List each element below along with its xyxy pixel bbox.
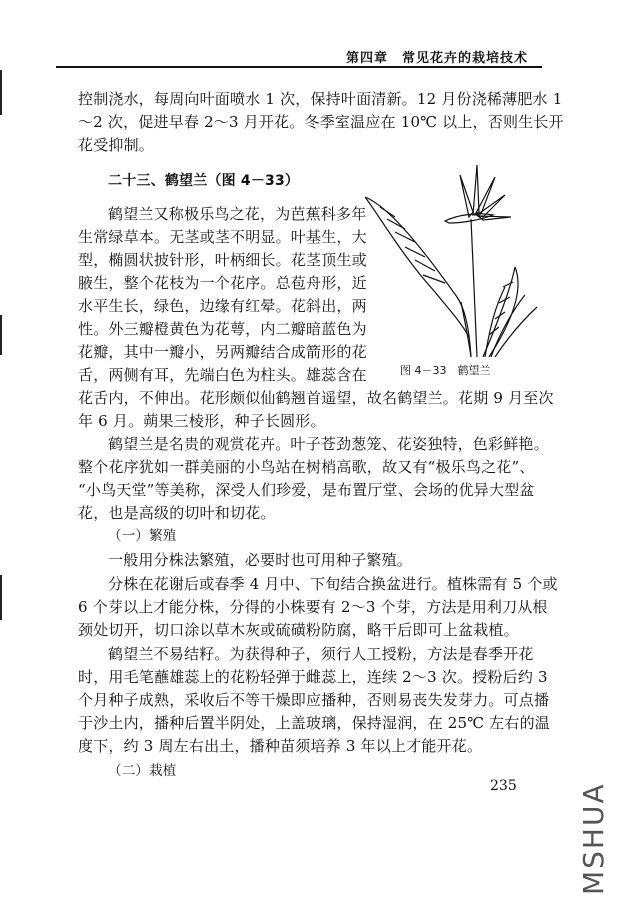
subsection-heading: （一）繁殖 <box>108 528 177 544</box>
header-rule <box>56 66 542 68</box>
text-line: 一般用分株法繁殖，必要时也可用种子繁殖。 <box>108 551 413 569</box>
text-line: 年 6 月。蒴果三棱形，种子长圆形。 <box>78 412 326 430</box>
text-line: 度下，约 3 周左右出土，播种苗须培养 3 年以上才能开花。 <box>78 737 483 755</box>
watermark: MSHUA <box>577 782 610 895</box>
bird-of-paradise-illustration <box>365 157 540 357</box>
text-line: 分株在花谢后或春季 4 月中、下旬结合换盆进行。植株需有 5 个或 <box>108 575 558 593</box>
text-line: 个月种子成熟，采收后不等干燥即应播种，否则易丧失发芽力。可点播 <box>78 691 550 709</box>
text-line: 控制浇水，每周向叶面喷水 1 次，保持叶面清新。12 月份浇稀薄肥水 1 <box>78 90 563 108</box>
scan-mark <box>0 70 2 115</box>
text-line: ～2 次，促进早春 2～3 月开花。冬季室温应在 10℃ 以上，否则生长开 <box>78 113 564 131</box>
text-line: 花，也是高级的切叶和切花。 <box>78 504 276 522</box>
text-line: 生常绿草本。无茎或茎不明显。叶基生，大 <box>78 228 367 246</box>
subsection-heading: （二）栽植 <box>108 763 177 779</box>
chapter-header: 第四章 常见花卉的栽培技术 <box>345 51 528 66</box>
text-line: “小鸟天堂”等美称，深受人们珍爱，是布置厅堂、会场的优异大型盆 <box>78 481 535 499</box>
text-line: 于沙土内，播种后置半阴处，上盖玻璃，保持湿润，在 25℃ 左右的温 <box>78 714 551 732</box>
text-line: 鹤望兰不易结籽。为获得种子，须行人工授粉，方法是春季开花 <box>108 645 534 663</box>
scan-mark <box>0 575 2 620</box>
text-line: 舌，两侧有耳，先端白色为柱头。雄蕊含在 <box>78 366 367 384</box>
text-line: 鹤望兰是名贵的观赏花卉。叶子苍劲葱笼、花姿独特，色彩鲜艳。 <box>108 435 549 453</box>
text-line: 6 个芽以上才能分株，分得的小株要有 2～3 个芽，方法是用利刀从根 <box>78 598 548 616</box>
text-line: 整个花序犹如一群美丽的小鸟站在树梢高歌，故又有“极乐鸟之花”、 <box>78 458 535 476</box>
text-line: 花瓣，其中一瓣小，另两瓣结合成箭形的花 <box>78 343 367 361</box>
text-line: 鹤望兰又称极乐鸟之花，为芭蕉科多年 <box>108 205 367 223</box>
text-line: 时，用毛笔蘸雄蕊上的花粉轻弹于雌蕊上，连续 2～3 次。授粉后约 3 <box>78 668 548 686</box>
section-title: 二十三、鹤望兰（图 4－33） <box>108 173 300 189</box>
text-line: 水平生长，绿色，边缘有红晕。花斜出，两 <box>78 297 367 315</box>
scan-mark <box>0 315 2 355</box>
text-line: 性。外三瓣橙黄色为花萼，内二瓣暗蓝色为 <box>78 320 367 338</box>
figure-caption: 图 4－33 鹤望兰 <box>400 364 491 377</box>
text-line: 腋生，整个花枝为一个花序。总苞舟形，近 <box>78 274 367 292</box>
text-line: 型，椭圆状披针形，叶柄细长。花茎顶生或 <box>78 251 367 269</box>
page-number: 235 <box>490 778 517 794</box>
text-line: 颈处切开，切口涂以草木灰或硫磺粉防腐，略干后即可上盆栽植。 <box>78 621 519 639</box>
text-line: 花受抑制。 <box>78 136 155 154</box>
text-line: 花舌内，不伸出。花形颇似仙鹤翘首遥望，故名鹤望兰。花期 9 月至次 <box>78 389 554 407</box>
